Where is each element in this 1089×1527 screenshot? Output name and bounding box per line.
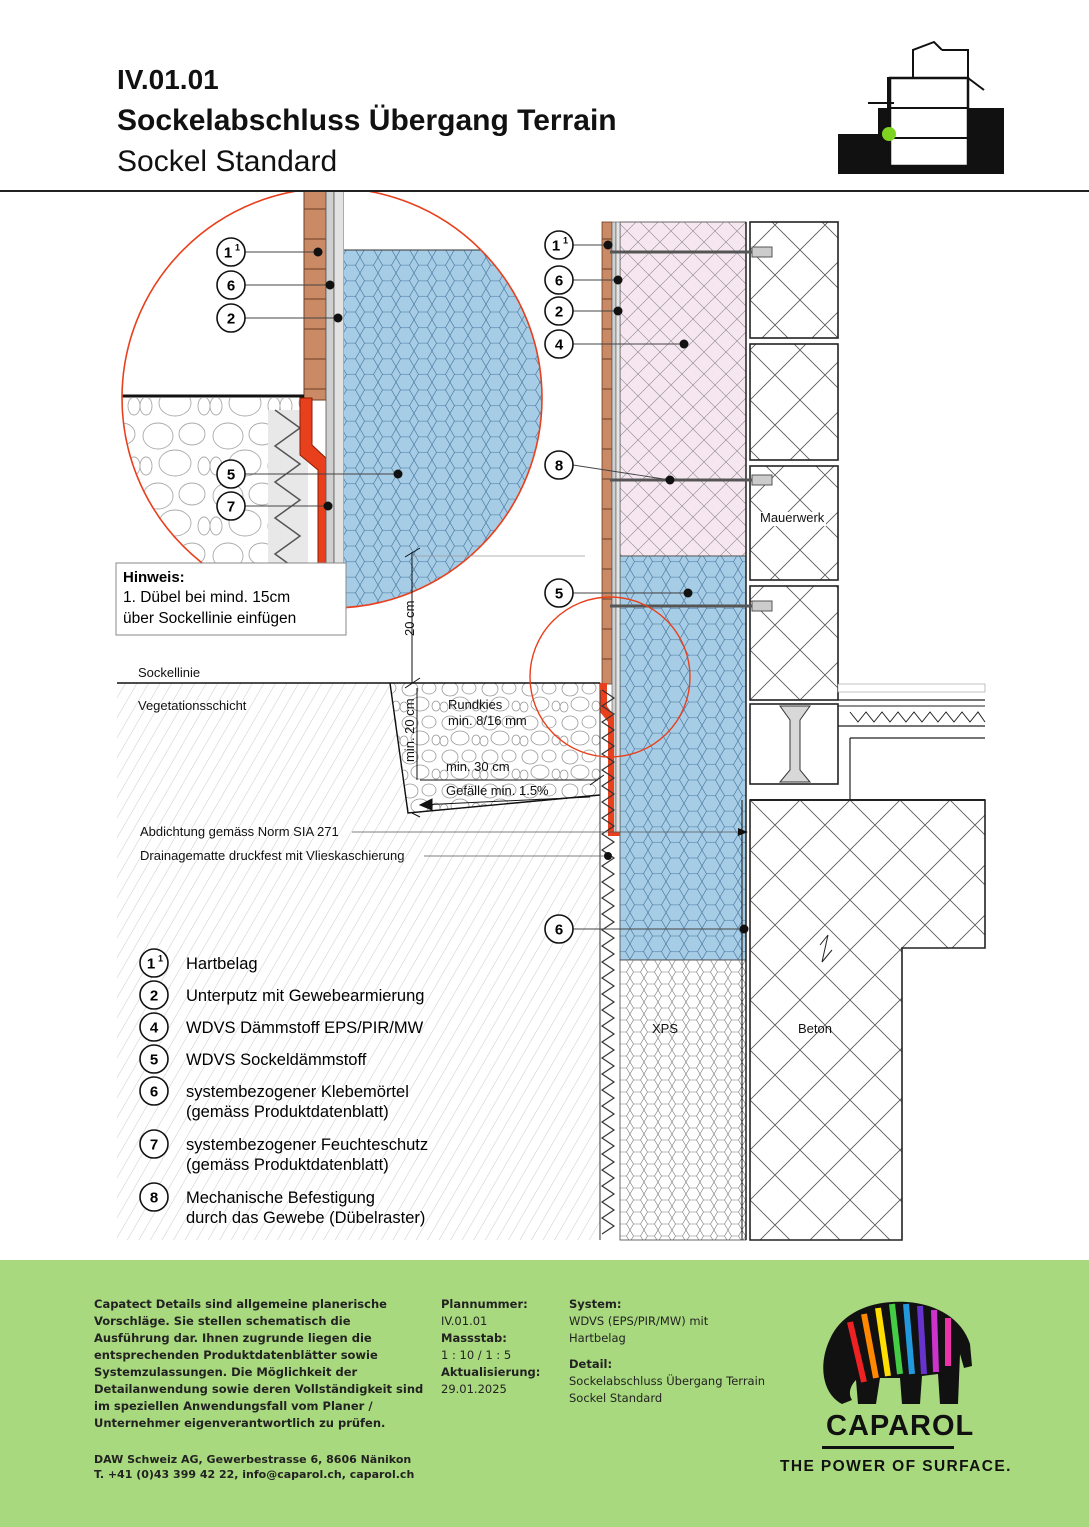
svg-text:6: 6: [554, 272, 564, 290]
legend-badge-5: [140, 1045, 168, 1073]
svg-text:6: 6: [149, 1083, 159, 1101]
masonry-wall: [750, 222, 838, 700]
label-vegetation: Vegetationsschicht: [138, 698, 247, 713]
label-rundkies-size: min. 8/16 mm: [448, 713, 527, 728]
address-line-1: DAW Schweiz AG, Gewerbestrasse 6, 8606 Nänikon: [94, 1453, 412, 1466]
system-line-2: Hartbelag: [569, 1331, 626, 1345]
legend-text: WDVS Sockeldämmstoff: [186, 1051, 367, 1069]
svg-text:8: 8: [149, 1189, 159, 1207]
svg-text:6: 6: [226, 277, 236, 295]
legend-text: WDVS Dämmstoff EPS/PIR/MW: [186, 1019, 424, 1037]
legend-text: systembezogener Klebemörtel: [186, 1083, 409, 1101]
main-callout-4: [545, 330, 573, 358]
legend-badge-4: [140, 1013, 168, 1041]
detail-callout-7: [217, 492, 245, 520]
label-min30: min. 30 cm: [446, 759, 510, 774]
brand-underline: [822, 1446, 954, 1449]
legend-badge-7: [140, 1130, 168, 1158]
detail-callout-6: [217, 271, 245, 299]
massstab-label: Massstab:: [441, 1331, 507, 1345]
plannummer-value: IV.01.01: [441, 1314, 488, 1328]
aktualisierung-value: 29.01.2025: [441, 1382, 507, 1396]
aktualisierung-label: Aktualisierung:: [441, 1365, 541, 1379]
label-gefaelle: Gefälle min. 1.5%: [446, 783, 549, 798]
svg-text:2: 2: [226, 310, 236, 328]
legend-text-2: (gemäss Produktdatenblatt): [186, 1103, 389, 1121]
legend-badge-8: [140, 1183, 168, 1211]
main-callout-5: [545, 579, 573, 607]
svg-text:1: 1: [563, 235, 569, 246]
main-callout-1: [545, 231, 573, 259]
note-line-1: 1. Dübel bei mind. 15cm: [123, 589, 291, 606]
label-abdichtung: Abdichtung gemäss Norm SIA 271: [140, 824, 339, 839]
label-beton: Beton: [798, 1021, 832, 1036]
svg-text:8: 8: [554, 457, 564, 475]
note-title: Hinweis:: [123, 569, 185, 586]
leader-dot: [666, 476, 675, 485]
svg-text:1: 1: [223, 244, 233, 262]
title-block: [0, 0, 1089, 192]
plannummer-label: Plannummer:: [441, 1297, 528, 1311]
massstab-value: 1 : 10 / 1 : 5: [441, 1348, 512, 1362]
label-dim-min20cm: min. 20 cm: [402, 698, 417, 762]
leader-dot: [394, 470, 403, 479]
legend-badge-2: [140, 981, 168, 1009]
svg-text:5: 5: [149, 1051, 159, 1069]
building-key-icon: [838, 38, 1004, 176]
svg-text:1: 1: [235, 242, 241, 253]
detail-code: IV.01.01: [117, 64, 219, 95]
main-callout-2: [545, 297, 573, 325]
main-callout-8: [545, 451, 573, 479]
leader-dot: [334, 314, 343, 323]
svg-text:1: 1: [551, 237, 561, 255]
address-line-2: T. +41 (0)43 399 42 22, info@caparol.ch, caparol.ch: [94, 1468, 415, 1481]
detail-callout-5: [217, 460, 245, 488]
legend-text-2: (gemäss Produktdatenblatt): [186, 1156, 389, 1174]
svg-text:4: 4: [149, 1019, 159, 1037]
disclaimer-text: Capatect Details sind allgemeine planerische Vorschläge. Sie stellen schematisch die Ausführung dar. Ihnen zugrunde liegen die entsprechenden Produktdatenblätter sowie Systemzulassungen. Die Möglichkeit der Detailanwendung sowie deren Vollständigkeit sind im speziellen Anwendungsfall vom Planer / Unternehmer eigenverantwortlich zu prüfen.: [94, 1297, 424, 1430]
label-dim-20cm: 20 cm: [402, 600, 417, 636]
note-box: [116, 563, 346, 635]
label-mauerwerk: Mauerwerk: [760, 510, 825, 525]
detail-line-2: Sockel Standard: [569, 1391, 663, 1405]
legend-text: Unterputz mit Gewebearmierung: [186, 987, 425, 1005]
legend-text-2: durch das Gewebe (Dübelraster): [186, 1209, 426, 1227]
leader-dot: [326, 281, 335, 290]
system-line-1: WDVS (EPS/PIR/MW) mit: [569, 1314, 709, 1328]
svg-text:4: 4: [554, 336, 564, 354]
svg-text:7: 7: [226, 498, 236, 516]
brand-name: CAPAROL: [826, 1410, 975, 1442]
legend-text: systembezogener Feuchteschutz: [186, 1136, 429, 1154]
legend-badge-1: [140, 949, 168, 977]
label-rundkies: Rundkies: [448, 697, 503, 712]
detail-label: Detail:: [569, 1357, 613, 1371]
company-address: [94, 1452, 424, 1482]
footer: [0, 1260, 1089, 1527]
svg-text:2: 2: [554, 303, 564, 321]
leader-dot: [684, 589, 693, 598]
svg-text:6: 6: [554, 921, 564, 939]
svg-text:2: 2: [149, 987, 159, 1005]
brand-tagline: THE POWER OF SURFACE.: [780, 1458, 1012, 1475]
svg-text:5: 5: [226, 466, 236, 484]
note-line-2: über Sockellinie einfügen: [123, 610, 297, 627]
main-callout-6: [545, 915, 573, 943]
leader-dot: [680, 340, 689, 349]
legend-text: Hartbelag: [186, 955, 258, 973]
caparol-elephant-logo: [812, 1294, 982, 1412]
main-callout-6: [545, 266, 573, 294]
legend-badge-6: [140, 1077, 168, 1105]
plan-info: [441, 1296, 561, 1398]
svg-text:5: 5: [554, 585, 564, 603]
detail-callout-2: [217, 304, 245, 332]
leader-dot: [324, 502, 333, 511]
detail-callout-1: [217, 238, 245, 266]
label-xps: XPS: [652, 1021, 679, 1036]
system-info: [569, 1296, 789, 1407]
construction-detail-drawing: [0, 192, 1089, 1260]
svg-text:1: 1: [158, 953, 164, 964]
leader-dot: [614, 276, 623, 285]
leader-dot: [604, 241, 613, 250]
label-sockellinie: Sockellinie: [138, 665, 201, 680]
detail-title: Sockelabschluss Übergang Terrain: [117, 104, 617, 137]
label-drainage: Drainagematte druckfest mit Vlieskaschierung: [140, 848, 405, 863]
leader-dot: [740, 925, 749, 934]
leader-dot: [314, 248, 323, 257]
svg-text:7: 7: [149, 1136, 159, 1154]
svg-text:1: 1: [146, 955, 156, 973]
legend-text: Mechanische Befestigung: [186, 1189, 375, 1207]
leader-dot: [614, 307, 623, 316]
detail-line-1: Sockelabschluss Übergang Terrain: [569, 1374, 766, 1388]
detail-subtitle: Sockel Standard: [117, 145, 338, 178]
system-label: System:: [569, 1297, 622, 1311]
